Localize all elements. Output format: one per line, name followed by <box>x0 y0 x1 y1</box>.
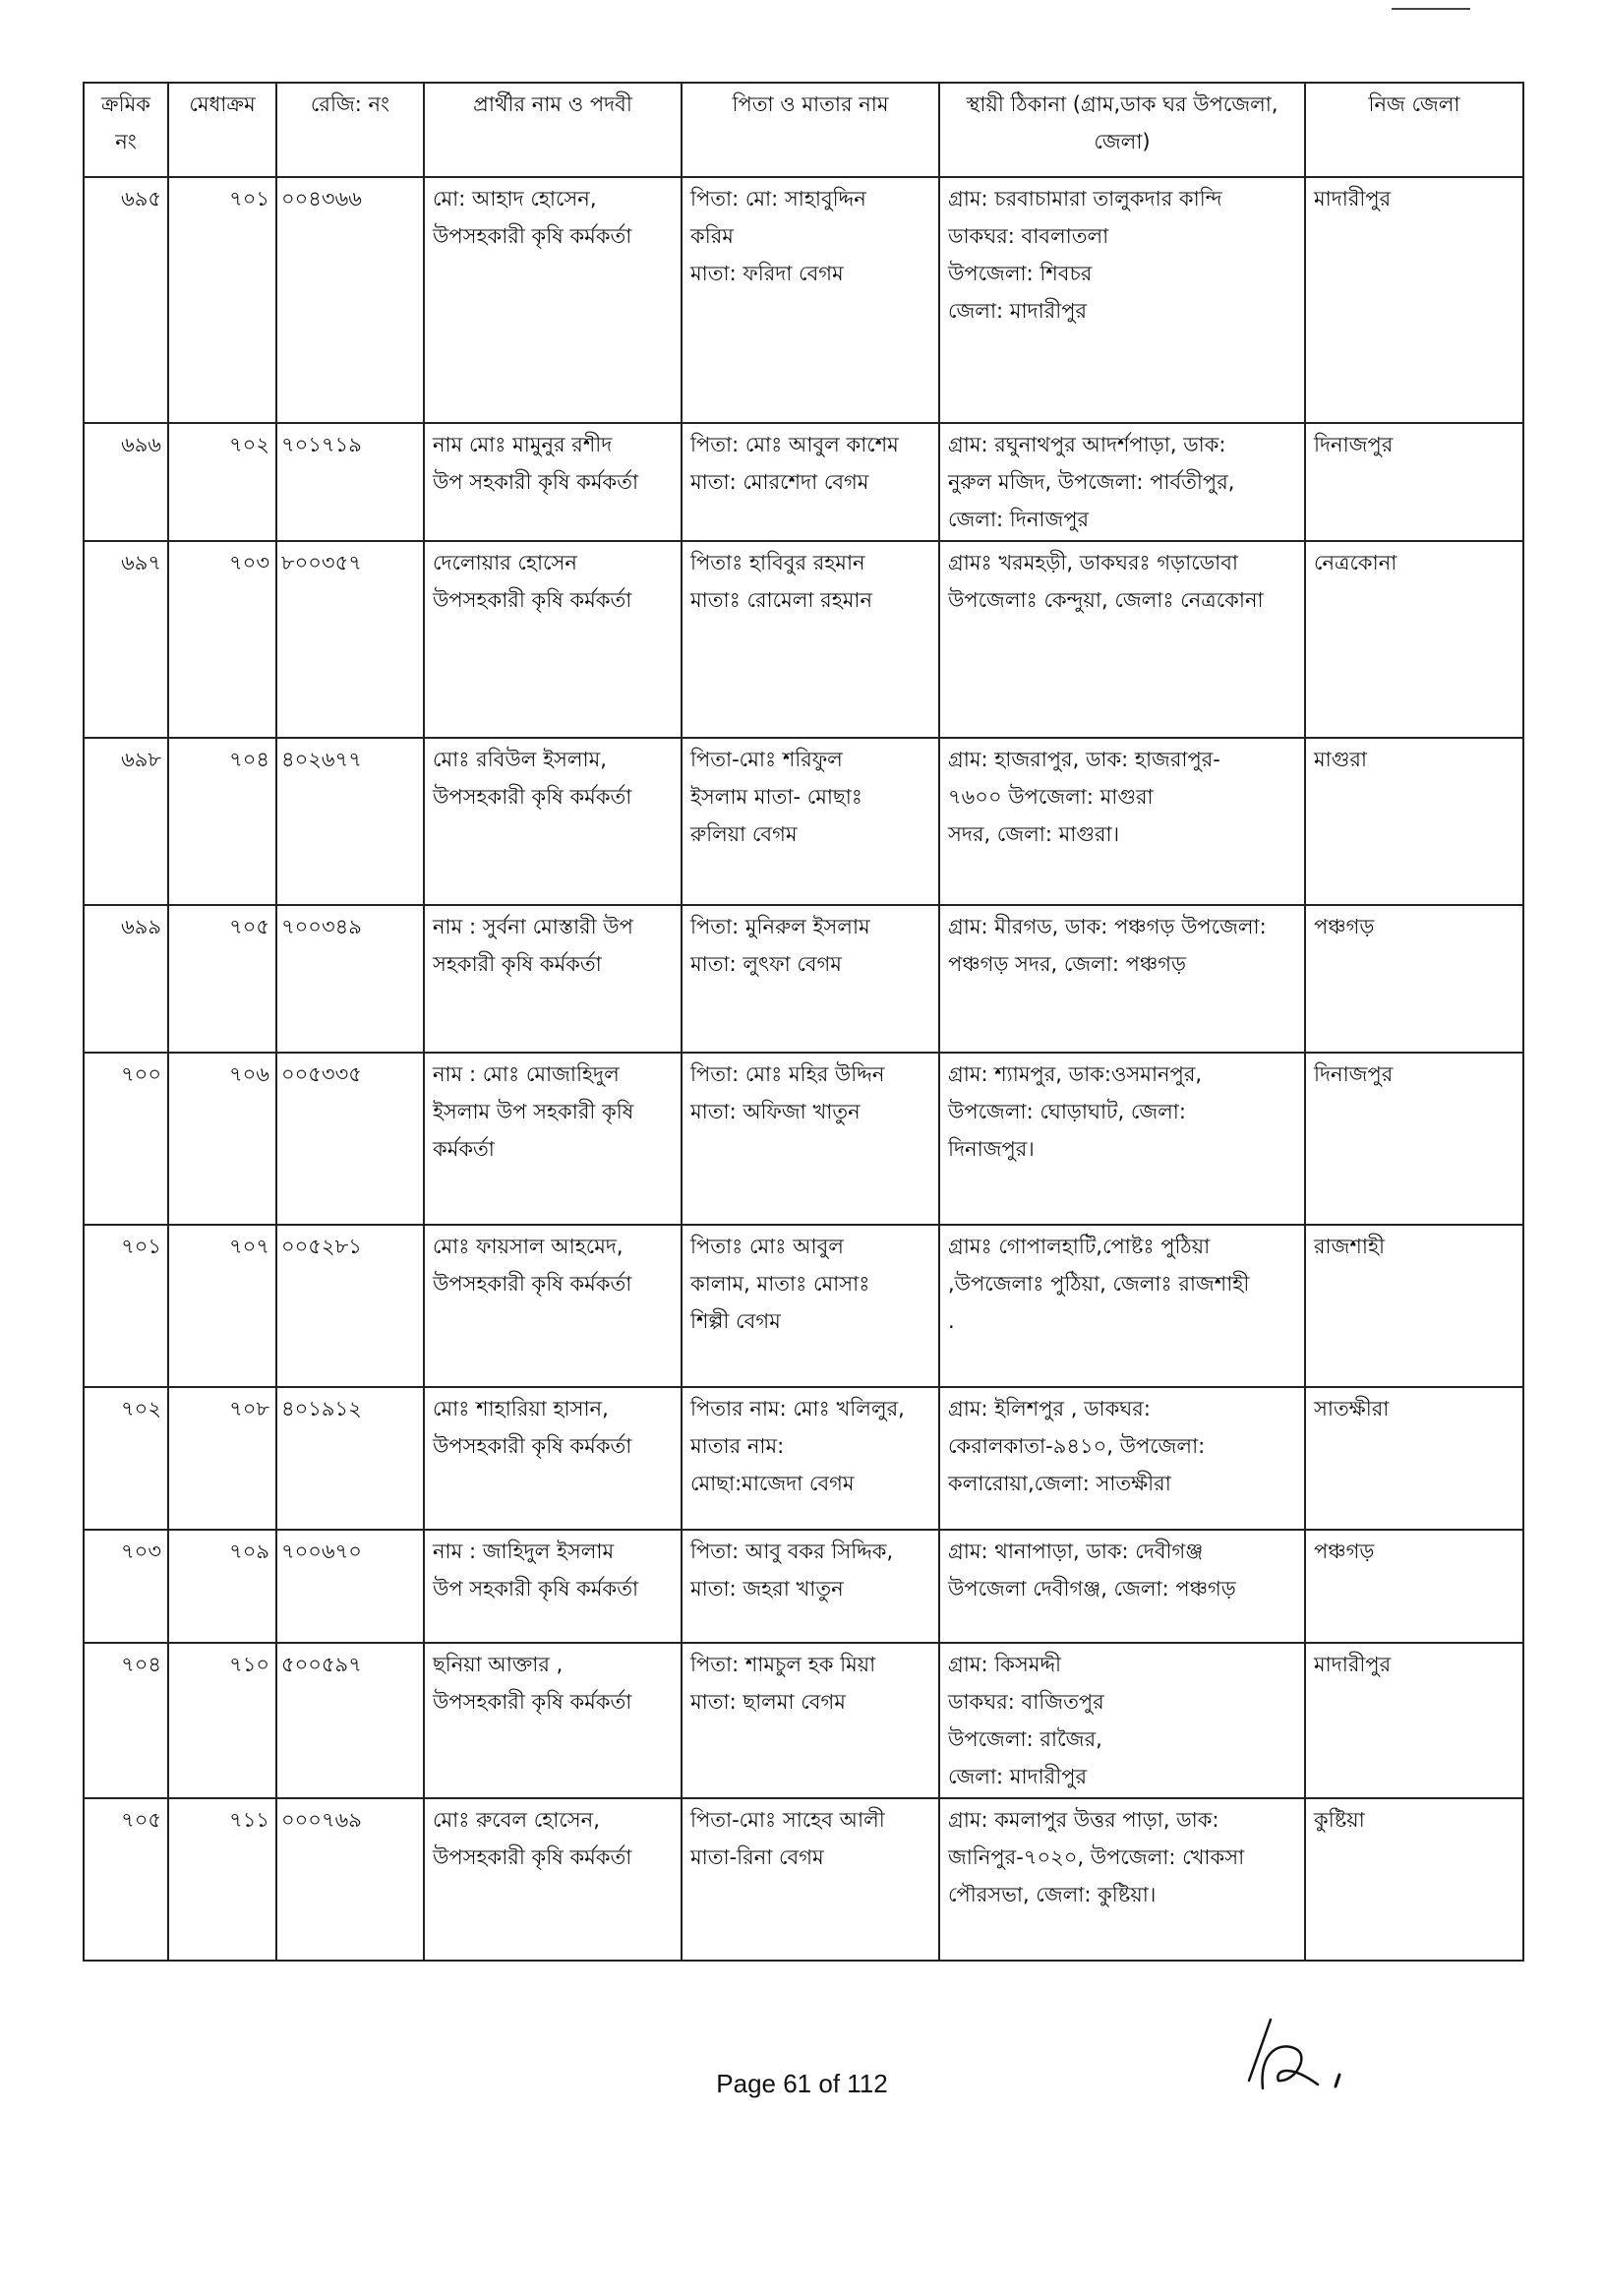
parents-line: কালাম, মাতাঃ মোসাঃ <box>690 1272 870 1296</box>
name-line: নাম মোঃ মামুনুর রশীদ <box>433 433 613 456</box>
address-line: . <box>948 1309 955 1333</box>
cell-name <box>424 541 682 738</box>
cell-address <box>939 738 1305 905</box>
cell-serial: ৬৯৫ <box>84 177 168 423</box>
parents-line: রুলিয়া বেগম <box>690 822 798 846</box>
parents-line: করিম <box>690 224 734 248</box>
cell-merit: ৭০৩ <box>168 541 276 738</box>
cell-merit: ৭০৪ <box>168 738 276 905</box>
parents-line: পিতা: আবু বকর সিদ্দিক, <box>690 1540 894 1563</box>
address-line: গ্রাম: কিসমদ্দী <box>948 1653 1062 1676</box>
cell-merit: ৭০১ <box>168 177 276 423</box>
cell-serial: ৭০৪ <box>84 1643 168 1798</box>
cell-serial: ৭০২ <box>84 1387 168 1530</box>
cell-reg: ০০৫২৮১ <box>276 1225 424 1387</box>
name-line: উপ সহকারী কৃষি কর্মকর্তা <box>433 470 639 494</box>
cell-reg: ০০০৭৬৯ <box>276 1798 424 1961</box>
address-line: দিনাজপুর। <box>948 1137 1035 1161</box>
address-line: গ্রাম: থানাপাড়া, ডাক: দেবীগঞ্জ <box>948 1540 1204 1563</box>
address-line: জেলা: মাদারীপুর <box>948 1765 1088 1788</box>
header-name: প্রার্থীর নাম ও পদবী <box>424 83 682 177</box>
cell-name <box>424 738 682 905</box>
cell-serial: ৭০১ <box>84 1225 168 1387</box>
parents-line: মাতা: জহরা খাতুন <box>690 1577 844 1601</box>
address-line: ডাকঘর: বাজিতপুর <box>948 1690 1104 1714</box>
address-line: গ্রাম: হাজরাপুর, ডাক: হাজরাপুর- <box>948 748 1220 771</box>
cell-district: রাজশাহী <box>1305 1225 1523 1387</box>
address-line: গ্রামঃ গোপালহাটি,পোষ্টঃ পুঠিয়া <box>948 1235 1211 1258</box>
cell-merit: ৭০৫ <box>168 905 276 1053</box>
parents-line: পিতা: শামচুল হক মিয়া <box>690 1653 876 1676</box>
parents-line: পিতা: মো: সাহাবুদ্দিন <box>690 187 866 211</box>
name-line: উপসহকারী কৃষি কর্মকর্তা <box>433 1434 632 1458</box>
cell-name <box>424 1053 682 1225</box>
table-row <box>84 1225 1523 1387</box>
cell-parents <box>682 423 939 541</box>
name-line: ইসলাম উপ সহকারী কৃষি <box>433 1100 634 1123</box>
cell-name <box>424 1530 682 1643</box>
address-line: কলারোয়া,জেলা: সাতক্ষীরা <box>948 1472 1171 1495</box>
top-rule <box>1392 8 1470 10</box>
cell-address <box>939 177 1305 423</box>
header-address: স্থায়ী ঠিকানা (গ্রাম,ডাক ঘর উপজেলা, জেলা) <box>939 83 1305 177</box>
cell-parents <box>682 738 939 905</box>
parents-line: মাতা: ফরিদা বেগম <box>690 262 844 285</box>
cell-address <box>939 423 1305 541</box>
cell-serial: ৭০৩ <box>84 1530 168 1643</box>
parents-line: মাতাঃ রোমেলা রহমান <box>690 588 873 612</box>
name-line: নাম : জাহিদুল ইসলাম <box>433 1540 615 1563</box>
cell-parents <box>682 177 939 423</box>
parents-line: পিতাঃ হাবিবুর রহমান <box>690 551 865 574</box>
name-line: উপ সহকারী কৃষি কর্মকর্তা <box>433 1577 639 1601</box>
table-row <box>84 1643 1523 1798</box>
table-row <box>84 1798 1523 1961</box>
cell-district: মাদারীপুর <box>1305 177 1523 423</box>
cell-name <box>424 905 682 1053</box>
cell-reg: ৭০০৩৪৯ <box>276 905 424 1053</box>
cell-serial: ৬৯৯ <box>84 905 168 1053</box>
address-line: ডাকঘর: বাবলাতলা <box>948 224 1109 248</box>
address-line: গ্রাম: কমলাপুর উত্তর পাড়া, ডাক: <box>948 1808 1219 1832</box>
cell-name <box>424 177 682 423</box>
address-line: জেলা: মাদারীপুর <box>948 299 1088 323</box>
address-line: উপজেলা: শিবচর <box>948 262 1093 285</box>
table-row <box>84 1530 1523 1643</box>
cell-name <box>424 1798 682 1961</box>
table-row <box>84 1053 1523 1225</box>
table-row <box>84 177 1523 423</box>
table-body <box>84 177 1523 1961</box>
address-line: জেলা: দিনাজপুর <box>948 508 1090 531</box>
address-line: জানিপুর-৭০২০, উপজেলা: খোকসা <box>948 1845 1245 1869</box>
cell-parents <box>682 905 939 1053</box>
name-line: উপসহকারী কৃষি কর্মকর্তা <box>433 1272 632 1296</box>
address-line: উপজেলা দেবীগঞ্জ, জেলা: পঞ্চগড় <box>948 1577 1236 1601</box>
name-line: কর্মকর্তা <box>433 1137 495 1161</box>
address-line: ৭৬০০ উপজেলা: মাগুরা <box>948 785 1154 809</box>
cell-serial: ৬৯৮ <box>84 738 168 905</box>
header-row <box>84 83 1523 177</box>
name-line: নাম : সুর্বনা মোস্তারী উপ <box>433 915 633 938</box>
name-line: উপসহকারী কৃষি কর্মকর্তা <box>433 588 632 612</box>
name-line: মোঃ ফায়সাল আহমেদ, <box>433 1235 624 1258</box>
cell-serial: ৭০৫ <box>84 1798 168 1961</box>
cell-district: সাতক্ষীরা <box>1305 1387 1523 1530</box>
cell-district: পঞ্চগড় <box>1305 905 1523 1053</box>
name-line: মোঃ রবিউল ইসলাম, <box>433 748 607 771</box>
parents-line: পিতা: মুনিরুল ইসলাম <box>690 915 870 938</box>
name-line: উপসহকারী কৃষি কর্মকর্তা <box>433 1845 632 1869</box>
table-row <box>84 1387 1523 1530</box>
address-line: গ্রাম: ইলিশপুর , ডাকঘর: <box>948 1397 1151 1420</box>
parents-line: মাতা-রিনা বেগম <box>690 1845 824 1869</box>
parents-line: ইসলাম মাতা- মোছাঃ <box>690 785 863 809</box>
address-line: পঞ্চগড় সদর, জেলা: পঞ্চগড় <box>948 952 1187 976</box>
parents-line: মাতা: ছালমা বেগম <box>690 1690 846 1714</box>
cell-reg: ০০৫৩৩৫ <box>276 1053 424 1225</box>
address-line: গ্রাম: শ্যামপুর, ডাক:ওসমানপুর, <box>948 1062 1203 1086</box>
parents-line: পিতাঃ মোঃ আবুল <box>690 1235 844 1258</box>
cell-merit: ৭০৭ <box>168 1225 276 1387</box>
parents-line: পিতা-মোঃ সাহেব আলী <box>690 1808 885 1832</box>
header-merit: মেধাক্রম <box>168 83 276 177</box>
cell-name <box>424 1387 682 1530</box>
name-line: ছনিয়া আক্তার , <box>433 1653 564 1676</box>
address-line: সদর, জেলা: মাগুরা। <box>948 822 1120 846</box>
cell-serial: ৬৯৬ <box>84 423 168 541</box>
page-number: Page 61 of 112 <box>716 2069 888 2098</box>
cell-district: দিনাজপুর <box>1305 423 1523 541</box>
name-line: সহকারী কৃষি কর্মকর্তা <box>433 952 602 976</box>
cell-merit: ৭১০ <box>168 1643 276 1798</box>
cell-name <box>424 1643 682 1798</box>
address-line: উপজেলা: রাজৈর, <box>948 1727 1102 1751</box>
cell-district: দিনাজপুর <box>1305 1053 1523 1225</box>
name-line: মো: আহাদ হোসেন, <box>433 187 597 211</box>
name-line: উপসহকারী কৃষি কর্মকর্তা <box>433 224 632 248</box>
parents-line: মাতা: অফিজা খাতুন <box>690 1100 861 1123</box>
cell-district: মাগুরা <box>1305 738 1523 905</box>
cell-reg: ৮০০৩৫৭ <box>276 541 424 738</box>
candidate-table <box>83 82 1524 1962</box>
cell-merit: ৭০২ <box>168 423 276 541</box>
cell-reg: ৫০০৫৯৭ <box>276 1643 424 1798</box>
cell-parents <box>682 1053 939 1225</box>
cell-district: পঞ্চগড় <box>1305 1530 1523 1643</box>
cell-reg: ৪০২৬৭৭ <box>276 738 424 905</box>
parents-line: শিল্পী বেগম <box>690 1309 781 1333</box>
cell-district: মাদারীপুর <box>1305 1643 1523 1798</box>
address-line: ,উপজেলাঃ পুঠিয়া, জেলাঃ রাজশাহী <box>948 1272 1250 1296</box>
cell-name <box>424 1225 682 1387</box>
header-serial: ক্রমিক নং <box>84 83 168 177</box>
address-line: পৌরসভা, জেলা: কুষ্টিয়া। <box>948 1883 1157 1906</box>
table-row <box>84 905 1523 1053</box>
cell-district: কুষ্টিয়া <box>1305 1798 1523 1961</box>
cell-parents <box>682 1387 939 1530</box>
table-row <box>84 738 1523 905</box>
address-line: গ্রাম: মীরগড, ডাক: পঞ্চগড় উপজেলা: <box>948 915 1267 938</box>
cell-parents <box>682 1225 939 1387</box>
parents-line: মাতা: লুৎফা বেগম <box>690 952 842 976</box>
name-line: মোঃ শাহারিয়া হাসান, <box>433 1397 609 1420</box>
name-line: উপসহকারী কৃষি কর্মকর্তা <box>433 1690 632 1714</box>
header-parents: পিতা ও মাতার নাম <box>682 83 939 177</box>
address-line: নুরুল মজিদ, উপজেলা: পার্বতীপুর, <box>948 470 1235 494</box>
parents-line: পিতা-মোঃ শরিফুল <box>690 748 843 771</box>
cell-address <box>939 1053 1305 1225</box>
cell-address <box>939 1530 1305 1643</box>
address-line: উপজেলা: ঘোড়াঘাট, জেলা: <box>948 1100 1186 1123</box>
cell-address <box>939 1643 1305 1798</box>
cell-address <box>939 541 1305 738</box>
name-line: মোঃ রুবেল হোসেন, <box>433 1808 600 1832</box>
cell-district: নেত্রকোনা <box>1305 541 1523 738</box>
parents-line: মাতা: মোরশেদা বেগম <box>690 470 869 494</box>
name-line: দেলোয়ার হোসেন <box>433 551 577 574</box>
header-reg: রেজি: নং <box>276 83 424 177</box>
cell-name <box>424 423 682 541</box>
address-line: গ্রাম: চরবাচামারা তালুকদার কান্দি <box>948 187 1222 211</box>
name-line: উপসহকারী কৃষি কর্মকর্তা <box>433 785 632 809</box>
address-line: কেরালকাতা-৯৪১০, উপজেলা: <box>948 1434 1206 1458</box>
header-district: নিজ জেলা <box>1305 83 1523 177</box>
cell-parents <box>682 1530 939 1643</box>
cell-reg: ০০৪৩৬৬ <box>276 177 424 423</box>
address-line: গ্রামঃ খরমহড়ী, ডাকঘরঃ গড়াডোবা <box>948 551 1238 574</box>
cell-address <box>939 1387 1305 1530</box>
parents-line: মোছা:মাজেদা বেগম <box>690 1472 855 1495</box>
name-line: নাম : মোঃ মোজাহিদুল <box>433 1062 620 1086</box>
cell-merit: ৭০৮ <box>168 1387 276 1530</box>
cell-serial: ৬৯৭ <box>84 541 168 738</box>
parents-line: পিতা: মোঃ মহির উদ্দিন <box>690 1062 885 1086</box>
parents-line: মাতার নাম: <box>690 1434 785 1458</box>
cell-parents <box>682 1643 939 1798</box>
address-line: উপজেলাঃ কেন্দুয়া, জেলাঃ নেত্রকোনা <box>948 588 1264 612</box>
table-row <box>84 541 1523 738</box>
table-row <box>84 423 1523 541</box>
cell-reg: ৭০০৬৭০ <box>276 1530 424 1643</box>
cell-merit: ৭০৯ <box>168 1530 276 1643</box>
cell-parents <box>682 1798 939 1961</box>
cell-address <box>939 1798 1305 1961</box>
cell-address <box>939 1225 1305 1387</box>
cell-reg: ৪০১৯১২ <box>276 1387 424 1530</box>
cell-address <box>939 905 1305 1053</box>
address-line: গ্রাম: রঘুনাথপুর আদর্শপাড়া, ডাক: <box>948 433 1226 456</box>
cell-merit: ৭০৬ <box>168 1053 276 1225</box>
parents-line: পিতা: মোঃ আবুল কাশেম <box>690 433 899 456</box>
cell-merit: ৭১১ <box>168 1798 276 1961</box>
cell-reg: ৭০১৭১৯ <box>276 423 424 541</box>
parents-line: পিতার নাম: মোঃ খলিলুর, <box>690 1397 905 1420</box>
cell-serial: ৭০০ <box>84 1053 168 1225</box>
cell-parents <box>682 541 939 738</box>
